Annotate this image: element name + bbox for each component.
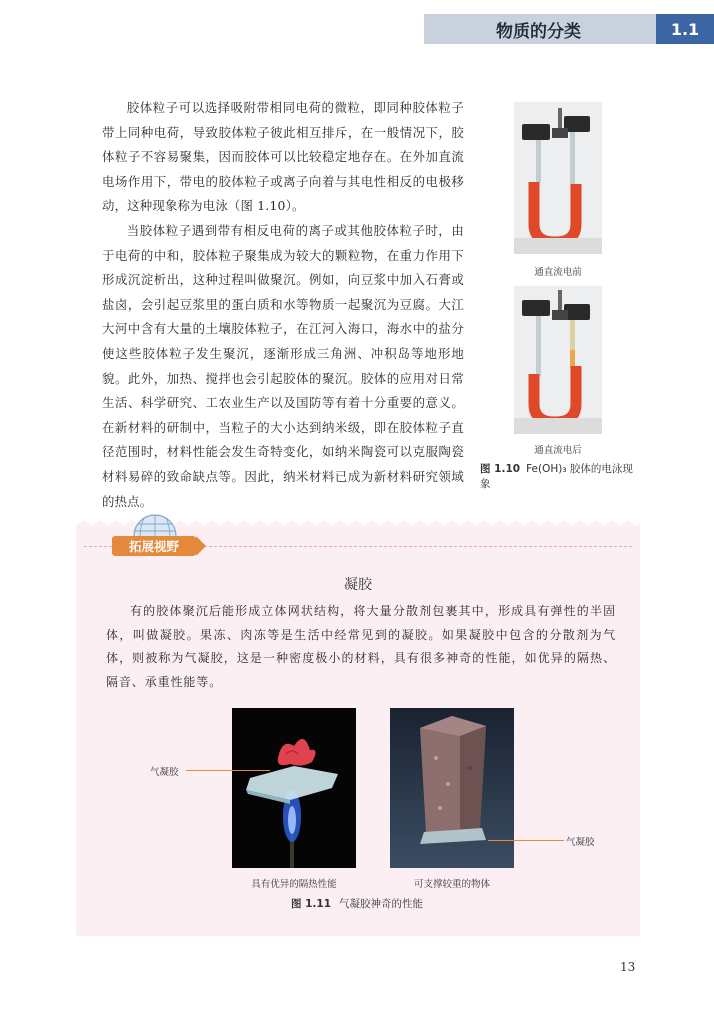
figure-1-11-number: 图 1.11 xyxy=(290,898,332,910)
electrophoresis-before-photo xyxy=(514,102,602,254)
page-number: 13 xyxy=(620,960,636,974)
aerogel-insulation-photo xyxy=(232,708,356,868)
figure-1-10-text: Fe(OH)₃ 胶体的电泳现象 xyxy=(480,463,633,490)
paragraph-electrophoresis: 胶体粒子可以选择吸附带相同电荷的微粒，即同种胶体粒子带上同种电荷，导致胶体粒子彼此相互排斥，在一般情况下，胶体粒子不容易聚集，因而胶体可以比较稳定地存在。在外加直流电场作用下，带电的胶体粒子或离子向着与其电性相反的电极移动，这种现象称为电泳（图 1.10）。 xyxy=(102,100,464,214)
leader-line-right xyxy=(488,840,564,841)
extension-text xyxy=(106,600,616,694)
sub-caption-left: 具有优异的隔热性能 xyxy=(251,879,337,890)
electrophoresis-after-photo xyxy=(514,286,602,434)
after-caption: 通直流电后 xyxy=(534,445,582,456)
figure-1-11-text: 气凝胶神奇的性能 xyxy=(339,898,424,910)
before-caption: 通直流电前 xyxy=(534,267,582,278)
aerogel-label-left: 气凝胶 xyxy=(150,767,179,778)
chapter-title: 物质的分类 xyxy=(496,21,581,42)
figure-1-10-number: 图 1.10 xyxy=(480,463,521,475)
section-number: 1.1 xyxy=(656,14,714,44)
aerogel-label-right: 气凝胶 xyxy=(566,837,595,848)
main-body-text xyxy=(102,96,464,514)
figure-1-10-caption xyxy=(480,462,640,492)
chapter-header xyxy=(424,14,714,44)
globe-icon xyxy=(132,512,178,536)
figure-1-11-caption xyxy=(0,896,714,911)
aerogel-support-photo xyxy=(390,708,514,868)
extension-paragraph: 有的胶体聚沉后能形成立体网状结构，将大量分散剂包裹其中，形成具有弹性的半固体，叫做凝胶。果冻、肉冻等是生活中经常见到的凝胶。如果凝胶中包含的分散剂为气体，则被称为气凝胶，这是一种密度极小的材料，具有很多神奇的性能，如优异的隔热、隔音、承重性能等。 xyxy=(106,604,616,689)
leader-line-left xyxy=(186,770,270,771)
extension-tag: 拓展视野 xyxy=(112,536,196,556)
paragraph-coagulation: 当胶体粒子遇到带有相反电荷的离子或其他胶体粒子时，由于电荷的中和，胶体粒子聚集成为较大的颗粒物，在重力作用下形成沉淀析出，这种过程叫做聚沉。例如，向豆浆中加入石膏或盐卤，会引起豆浆里的蛋白质和水等物质一起聚沉为豆腐。大江大河中含有大量的土壤胶体粒子，在江河入海口，海水中的盐分使这些胶体粒子发生聚沉，逐渐形成三角洲、冲积岛等地形地貌。此外，加热、搅拌也会引起胶体的聚沉。胶体的应用对日常生活、科学研究、工农业生产以及国防等有着十分重要的意义。在新材料的研制中，当粒子的大小达到纳米级，即在胶体粒子直径范围时，材料性能会发生奇特变化，如纳米陶瓷可以克服陶瓷材料易碎的致命缺点等。因此，纳米材料已成为新材料研究领域的热点。 xyxy=(102,222,464,509)
extension-title: 凝胶 xyxy=(344,577,372,593)
sub-caption-right: 可支撑较重的物体 xyxy=(413,879,490,890)
